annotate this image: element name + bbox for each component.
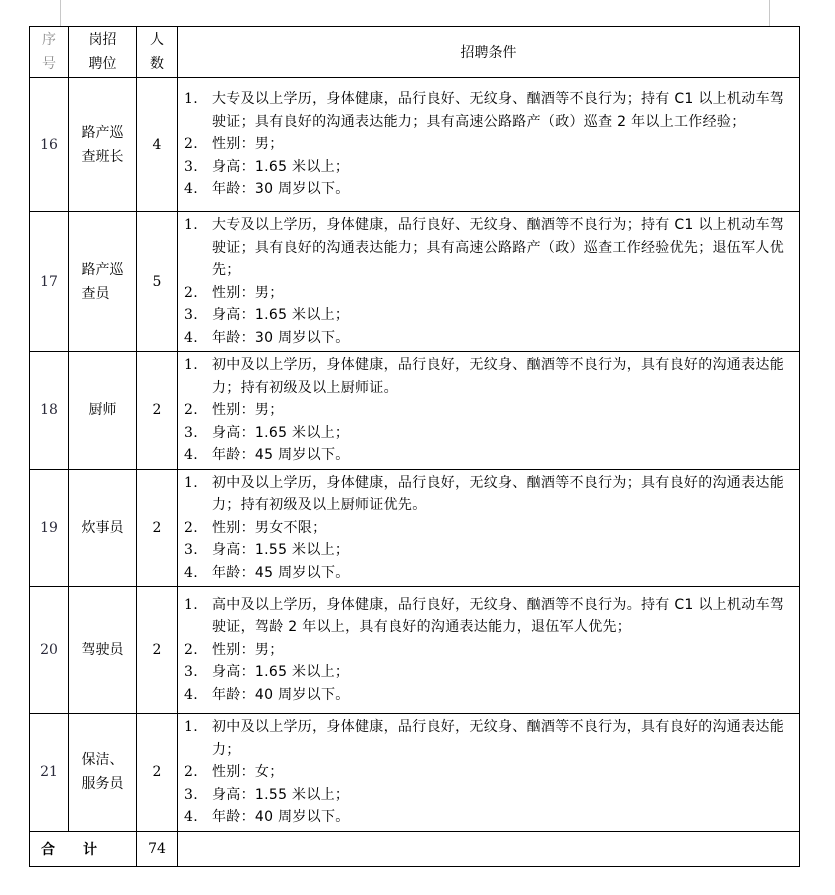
condition-item bbox=[184, 761, 793, 784]
condition-number: 2. bbox=[184, 641, 198, 658]
count-cell bbox=[137, 352, 178, 470]
condition-text: 性别：女； bbox=[212, 764, 284, 780]
count-cell bbox=[137, 587, 178, 714]
conditions-cell bbox=[178, 587, 800, 714]
condition-item bbox=[184, 661, 793, 684]
condition-text: 身高：1.65 米以上； bbox=[212, 664, 350, 681]
header-position bbox=[69, 27, 137, 78]
condition-item bbox=[184, 806, 793, 829]
condition-number: 4. bbox=[184, 809, 198, 825]
condition-number: 1. bbox=[184, 474, 198, 491]
page-margin-mark-left bbox=[60, 0, 61, 26]
position-line: 查员 bbox=[81, 285, 110, 302]
condition-text: 性别：男； bbox=[212, 136, 284, 153]
position-line: 查班长 bbox=[81, 148, 124, 165]
condition-number: 2. bbox=[184, 402, 198, 418]
condition-text: 性别：男； bbox=[212, 402, 284, 418]
condition-text: 年龄：40 周岁以下。 bbox=[212, 686, 350, 703]
table-row bbox=[30, 78, 800, 212]
condition-text: 大专及以上学历，身体健康，品行良好、无纹身、酗酒等不良行为；持有 C1 以上机动车驾驶证；具有良好的沟通表达能力；具有高速公路路产（政）巡查工作经验优先；退伍军人优先； bbox=[212, 217, 785, 278]
position-line: 路产巡 bbox=[81, 261, 124, 278]
condition-number: 1. bbox=[184, 596, 198, 613]
condition-text: 年龄：30 周岁以下。 bbox=[212, 181, 350, 198]
condition-number: 2. bbox=[184, 519, 198, 536]
condition-number: 3. bbox=[184, 786, 198, 803]
condition-text: 性别：男； bbox=[212, 284, 284, 301]
condition-number: 2. bbox=[184, 136, 198, 153]
headcount: 2 bbox=[152, 764, 162, 781]
row-number: 21 bbox=[40, 764, 58, 781]
position-name bbox=[82, 748, 124, 796]
conditions-list bbox=[178, 352, 799, 469]
header-no bbox=[30, 27, 69, 78]
condition-number: 3. bbox=[184, 664, 198, 681]
row-number-cell bbox=[30, 212, 69, 352]
header-position-line2: 聘位 bbox=[88, 56, 117, 72]
position-cell bbox=[69, 212, 137, 352]
condition-number: 2. bbox=[184, 764, 198, 780]
condition-item bbox=[184, 639, 793, 662]
condition-text: 年龄：40 周岁以下。 bbox=[212, 809, 350, 825]
condition-item bbox=[184, 354, 793, 399]
position-cell bbox=[69, 469, 137, 587]
condition-text: 初中及以上学历，身体健康，品行良好，无纹身、酗酒等不良行为，具有良好的沟通表达能力；持有初级及以上厨师证。 bbox=[212, 357, 784, 396]
condition-number: 3. bbox=[184, 158, 198, 175]
row-number: 20 bbox=[40, 642, 58, 658]
condition-number: 4. bbox=[184, 329, 198, 346]
position-cell bbox=[69, 714, 137, 832]
table-row bbox=[30, 352, 800, 470]
page-margin-mark-right bbox=[769, 0, 770, 26]
count-cell bbox=[137, 78, 178, 212]
conditions-cell bbox=[178, 469, 800, 587]
condition-number: 3. bbox=[184, 542, 198, 558]
headcount: 2 bbox=[152, 402, 162, 419]
total-label: 合计 bbox=[30, 831, 137, 866]
conditions-list bbox=[178, 86, 799, 203]
condition-item bbox=[184, 784, 793, 807]
headcount: 5 bbox=[152, 273, 162, 290]
position-line: 保洁、 bbox=[81, 752, 124, 769]
row-number-cell bbox=[30, 587, 69, 714]
header-no-line1: 序 bbox=[42, 32, 56, 48]
row-number-cell bbox=[30, 714, 69, 832]
total-empty-cell bbox=[178, 831, 800, 866]
header-no-line2: 号 bbox=[42, 56, 56, 72]
condition-item bbox=[184, 444, 793, 467]
position-line: 驾驶员 bbox=[81, 642, 124, 658]
position-name bbox=[82, 121, 124, 169]
table-row bbox=[30, 212, 800, 352]
condition-item bbox=[184, 716, 793, 761]
condition-item bbox=[184, 472, 793, 517]
row-number: 18 bbox=[40, 402, 58, 419]
condition-number: 4. bbox=[184, 181, 198, 198]
position-cell bbox=[69, 352, 137, 470]
condition-item bbox=[184, 178, 793, 201]
condition-number: 1. bbox=[184, 91, 198, 108]
row-number: 19 bbox=[40, 519, 58, 536]
row-number: 16 bbox=[40, 136, 58, 153]
condition-text: 身高：1.65 米以上； bbox=[212, 424, 350, 441]
position-name bbox=[82, 258, 124, 306]
header-conditions: 招聘条件 bbox=[178, 27, 800, 78]
count-cell bbox=[137, 469, 178, 587]
row-number-cell bbox=[30, 352, 69, 470]
condition-item bbox=[184, 539, 793, 562]
condition-text: 性别：男女不限； bbox=[212, 519, 327, 536]
position-line: 炊事员 bbox=[81, 519, 124, 536]
position-name bbox=[89, 398, 117, 422]
table-row bbox=[30, 587, 800, 714]
condition-text: 大专及以上学历，身体健康，品行良好、无纹身、酗酒等不良行为；持有 C1 以上机动车驾驶证；具有良好的沟通表达能力；具有高速公路路产（政）巡查 2 年以上工作经验； bbox=[212, 91, 785, 130]
condition-item bbox=[184, 399, 793, 422]
condition-item bbox=[184, 282, 793, 305]
header-count bbox=[137, 27, 178, 78]
condition-item bbox=[184, 156, 793, 179]
header-count-line1: 人 bbox=[150, 32, 164, 48]
conditions-list bbox=[178, 212, 799, 351]
header-position-line1: 岗招 bbox=[88, 32, 117, 48]
condition-text: 身高：1.55 米以上； bbox=[212, 542, 350, 558]
conditions-cell bbox=[178, 714, 800, 832]
condition-item bbox=[184, 88, 793, 133]
position-name bbox=[82, 638, 124, 662]
condition-number: 1. bbox=[184, 357, 198, 373]
condition-number: 1. bbox=[184, 217, 198, 233]
condition-number: 4. bbox=[184, 447, 198, 463]
condition-item bbox=[184, 562, 793, 585]
row-number-cell bbox=[30, 469, 69, 587]
total-count: 74 bbox=[148, 840, 166, 857]
table-row bbox=[30, 469, 800, 587]
condition-text: 初中及以上学历，身体健康，品行良好，无纹身、酗酒等不良行为；具有良好的沟通表达能力；持有初级及以上厨师证优先。 bbox=[212, 474, 784, 513]
position-cell bbox=[69, 78, 137, 212]
condition-number: 4. bbox=[184, 686, 198, 703]
condition-number: 3. bbox=[184, 424, 198, 441]
conditions-list bbox=[178, 592, 799, 709]
row-number: 17 bbox=[40, 273, 58, 290]
condition-text: 年龄：45 周岁以下。 bbox=[212, 447, 350, 463]
condition-text: 身高：1.55 米以上； bbox=[212, 786, 350, 803]
count-cell bbox=[137, 212, 178, 352]
condition-text: 年龄：45 周岁以下。 bbox=[212, 564, 350, 581]
condition-text: 初中及以上学历，身体健康，品行良好，无纹身、酗酒等不良行为，具有良好的沟通表达能力； bbox=[212, 719, 784, 758]
condition-item bbox=[184, 304, 793, 327]
condition-number: 1. bbox=[184, 719, 198, 735]
position-line: 路产巡 bbox=[81, 124, 124, 141]
condition-text: 年龄：30 周岁以下。 bbox=[212, 329, 350, 346]
conditions-cell bbox=[178, 78, 800, 212]
condition-item bbox=[184, 517, 793, 540]
condition-item bbox=[184, 214, 793, 282]
condition-number: 4. bbox=[184, 564, 198, 581]
position-line: 厨师 bbox=[88, 402, 117, 419]
conditions-list bbox=[178, 470, 799, 587]
condition-item bbox=[184, 594, 793, 639]
condition-item bbox=[184, 684, 793, 707]
headcount: 2 bbox=[152, 642, 162, 658]
position-line: 服务员 bbox=[81, 776, 124, 793]
headcount: 4 bbox=[152, 136, 162, 153]
total-count-cell bbox=[137, 831, 178, 866]
condition-item bbox=[184, 422, 793, 445]
table-header-row bbox=[30, 27, 800, 78]
conditions-list bbox=[178, 714, 799, 831]
condition-text: 性别：男； bbox=[212, 641, 284, 658]
condition-text: 身高：1.65 米以上； bbox=[212, 307, 350, 323]
headcount: 2 bbox=[152, 519, 162, 536]
total-row bbox=[30, 831, 800, 866]
position-cell bbox=[69, 587, 137, 714]
condition-number: 3. bbox=[184, 307, 198, 323]
conditions-cell bbox=[178, 212, 800, 352]
header-count-line2: 数 bbox=[150, 56, 164, 72]
position-name bbox=[82, 516, 124, 540]
condition-number: 2. bbox=[184, 284, 198, 301]
table-row bbox=[30, 714, 800, 832]
condition-item bbox=[184, 133, 793, 156]
count-cell bbox=[137, 714, 178, 832]
condition-text: 身高：1.65 米以上； bbox=[212, 158, 350, 175]
condition-text: 高中及以上学历，身体健康，品行良好，无纹身、酗酒等不良行为。持有 C1 以上机动车驾驶证，驾龄 2 年以上，具有良好的沟通表达能力，退伍军人优先； bbox=[212, 596, 785, 636]
row-number-cell bbox=[30, 78, 69, 212]
recruitment-table bbox=[29, 26, 800, 867]
conditions-cell bbox=[178, 352, 800, 470]
condition-item bbox=[184, 327, 793, 350]
